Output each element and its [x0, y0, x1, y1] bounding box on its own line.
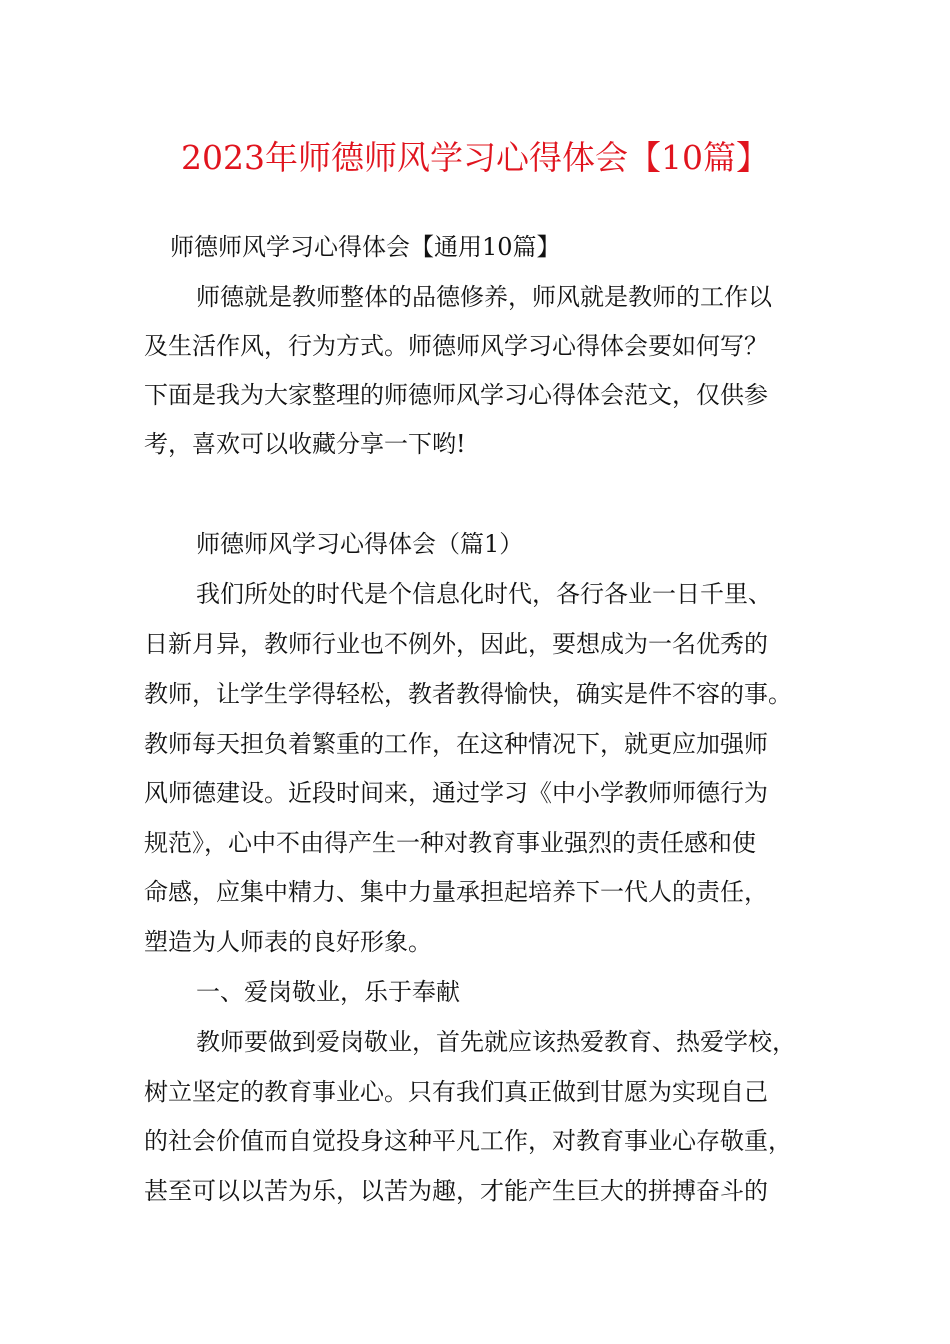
- intro-line: 师德就是教师整体的品德修养，师风就是教师的工作以: [196, 283, 772, 311]
- paragraph-line: 塑造为人师表的良好形象。: [144, 928, 432, 956]
- paragraph-line: 树立坚定的教育事业心。只有我们真正做到甘愿为实现自己: [144, 1078, 768, 1106]
- paragraph-line: 日新月异，教师行业也不例外，因此，要想成为一名优秀的: [144, 630, 768, 658]
- paragraph-line: 的社会价值而自觉投身这种平凡工作，对教育事业心存敬重，: [144, 1127, 792, 1155]
- paragraph-line: 教师每天担负着繁重的工作，在这种情况下，就更应加强师: [144, 730, 768, 758]
- paragraph-line: 我们所处的时代是个信息化时代，各行各业一日千里、: [196, 580, 772, 608]
- intro-line: 考，喜欢可以收藏分享一下哟!: [144, 430, 466, 458]
- paragraph-line: 风师德建设。近段时间来，通过学习《中小学教师师德行为: [144, 779, 768, 807]
- paragraph-line: 规范》，心中不由得产生一种对教育事业强烈的责任感和使: [144, 829, 756, 857]
- paragraph-line: 命感，应集中精力、集中力量承担起培养下一代人的责任，: [144, 878, 768, 906]
- document-title: 2023年师德师风学习心得体会【10篇】: [181, 138, 769, 177]
- point-heading: 一、爱岗敬业，乐于奉献: [196, 978, 460, 1006]
- section-heading: 师德师风学习心得体会（篇1）: [196, 530, 524, 558]
- intro-line: 下面是我为大家整理的师德师风学习心得体会范文，仅供参: [144, 381, 768, 409]
- paragraph-line: 教师，让学生学得轻松，教者教得愉快，确实是件不容的事。: [144, 680, 792, 708]
- document-subtitle: 师德师风学习心得体会【通用10篇】: [170, 233, 561, 261]
- paragraph-line: 教师要做到爱岗敬业，首先就应该热爱教育、热爱学校，: [196, 1028, 796, 1056]
- paragraph-line: 甚至可以以苦为乐，以苦为趣，才能产生巨大的拼搏奋斗的: [144, 1177, 768, 1205]
- intro-line: 及生活作风，行为方式。师德师风学习心得体会要如何写？: [144, 332, 768, 360]
